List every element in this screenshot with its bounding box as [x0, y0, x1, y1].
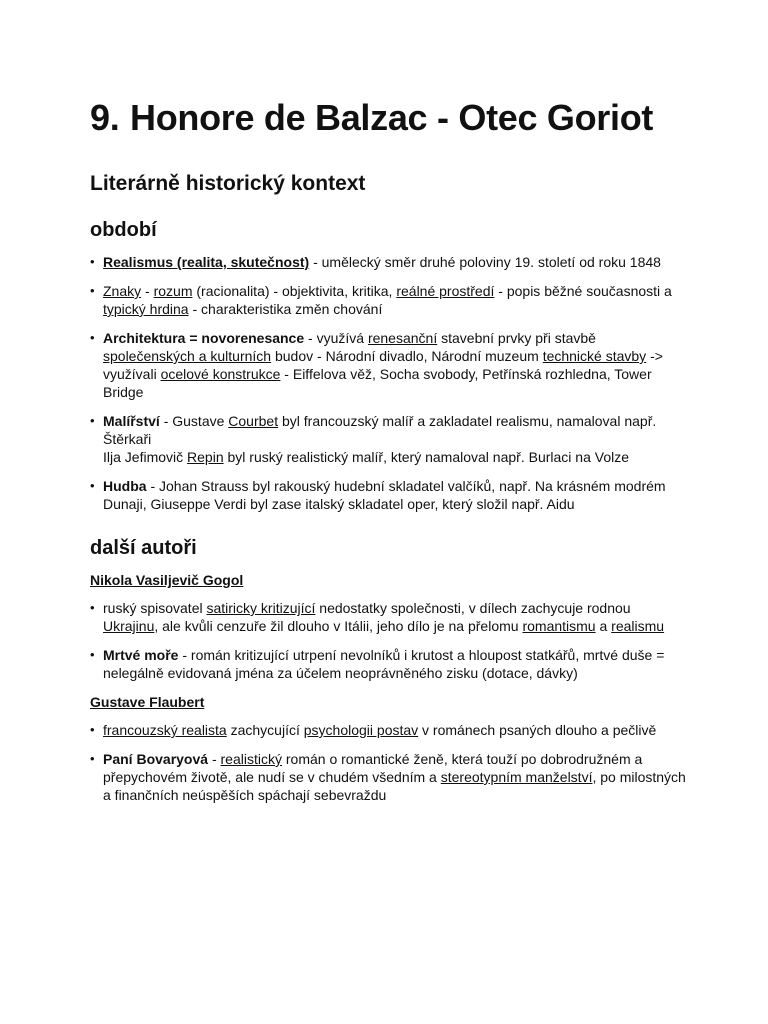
underlined-term: realismu: [611, 618, 665, 634]
text-segment: zachycující: [226, 722, 304, 738]
underlined-term: renesanční: [367, 330, 438, 346]
text-segment: - Eiffelova věž, Socha svobody, Petřínská rozhledna, Tower Bridge: [103, 366, 652, 400]
author-heading-gogol: Nikola Vasiljevič Gogol: [90, 572, 244, 588]
subsection-heading-obdobi: období: [90, 219, 157, 241]
underlined-term: francouzský realista: [103, 722, 227, 738]
list-item: [90, 412, 688, 466]
underlined-term: Realismus (realita, skutečnost): [103, 254, 310, 270]
text-segment: -: [141, 283, 154, 299]
title-text: Honore de Balzac - Otec Goriot: [130, 97, 654, 138]
text-segment: -> využívali: [103, 348, 663, 382]
text-segment: - Johan Strauss byl rakouský hudební skladatel valčíků, např. Na krásném modrém Dunaji, Giuseppe Verdi byl zase italský skladatel oper, který složil např. Aidu: [103, 478, 666, 512]
text-segment: (racionalita) - objektivita, kritika,: [192, 283, 397, 299]
underlined-term: psychologii postav: [303, 722, 419, 738]
text-segment: v románech psaných dlouho a pečlivě: [418, 722, 657, 738]
list-item: [90, 721, 688, 739]
underlined-term: ocelové konstrukce: [160, 366, 281, 382]
text-segment: byl ruský realistický malíř, který namaloval např. Burlaci na Volze: [223, 449, 629, 465]
subsection-heading-dalsi-autori: další autoři: [90, 537, 197, 559]
text-segment: Ilja Jefimovič: [103, 449, 188, 465]
bold-term: Mrtvé moře: [103, 647, 179, 663]
underlined-term: reálné prostředí: [396, 283, 495, 299]
text-segment: - Gustave: [159, 413, 229, 429]
text-segment: byl francouzský malíř a zakladatel realismu, namaloval např. Štěrkaři: [103, 413, 657, 447]
underlined-term: Znaky: [103, 283, 142, 299]
page-title: [90, 94, 688, 141]
gogol-list: [90, 599, 688, 682]
list-item: [90, 599, 688, 635]
text-segment: - popis běžné současnosti a: [494, 283, 672, 299]
author-heading-flaubert: Gustave Flaubert: [90, 694, 205, 710]
text-segment: román o romantické ženě, která touží po dobrodružném a přepychovém životě, ale nudí se v chudém všedním a: [103, 751, 643, 785]
text-segment: stavební prvky při stavbě: [437, 330, 596, 346]
text-segment: budov - Národní divadlo, Národní muzeum: [271, 348, 543, 364]
list-item: [90, 253, 688, 271]
text-segment: - charakteristika změn chování: [188, 301, 383, 317]
underlined-term: společenských a kulturních: [103, 348, 272, 364]
bold-term: Paní Bovaryová: [103, 751, 209, 767]
underlined-term: realistický: [220, 751, 282, 767]
underlined-term: romantismu: [522, 618, 596, 634]
underlined-term: Courbet: [228, 413, 279, 429]
text-segment: - využívá: [304, 330, 368, 346]
section-heading-context: Literárně historický kontext: [90, 172, 366, 195]
text-segment: - umělecký směr druhé poloviny 19. století od roku 1848: [309, 254, 661, 270]
text-segment: ruský spisovatel: [103, 600, 207, 616]
bold-term: Architektura = novorenesance: [103, 330, 305, 346]
text-segment: nedostatky společnosti, v dílech zachycuje rodnou: [315, 600, 631, 616]
list-item: [90, 750, 688, 804]
list-item: [90, 477, 688, 513]
underlined-term: stereotypním manželství: [440, 769, 593, 785]
obdobi-list: [90, 253, 688, 513]
bold-term: Hudba: [103, 478, 147, 494]
text-segment: - román kritizující utrpení nevolníků i krutost a hloupost statkářů, mrtvé duše = nelegálně evidovaná jména za účelem neoprávněného zisku (dotace, dávky): [103, 647, 665, 681]
bold-term: Malířství: [103, 413, 160, 429]
underlined-term: rozum: [153, 283, 193, 299]
text-segment: , ale kvůli cenzuře žil dlouho v Itálii, jeho dílo je na přelomu: [154, 618, 523, 634]
underlined-term: Ukrajinu: [103, 618, 155, 634]
list-item: [90, 282, 688, 318]
title-number: 9.: [90, 97, 120, 138]
text-segment: , po milostných a finančních neúspěších spáchají sebevraždu: [103, 769, 686, 803]
flaubert-list: [90, 721, 688, 804]
underlined-term: technické stavby: [542, 348, 647, 364]
underlined-term: Repin: [187, 449, 224, 465]
text-segment: a: [595, 618, 612, 634]
list-item: [90, 329, 688, 401]
list-item: [90, 646, 688, 682]
text-segment: -: [208, 751, 221, 767]
underlined-term: typický hrdina: [103, 301, 189, 317]
underlined-term: satiricky kritizující: [206, 600, 316, 616]
